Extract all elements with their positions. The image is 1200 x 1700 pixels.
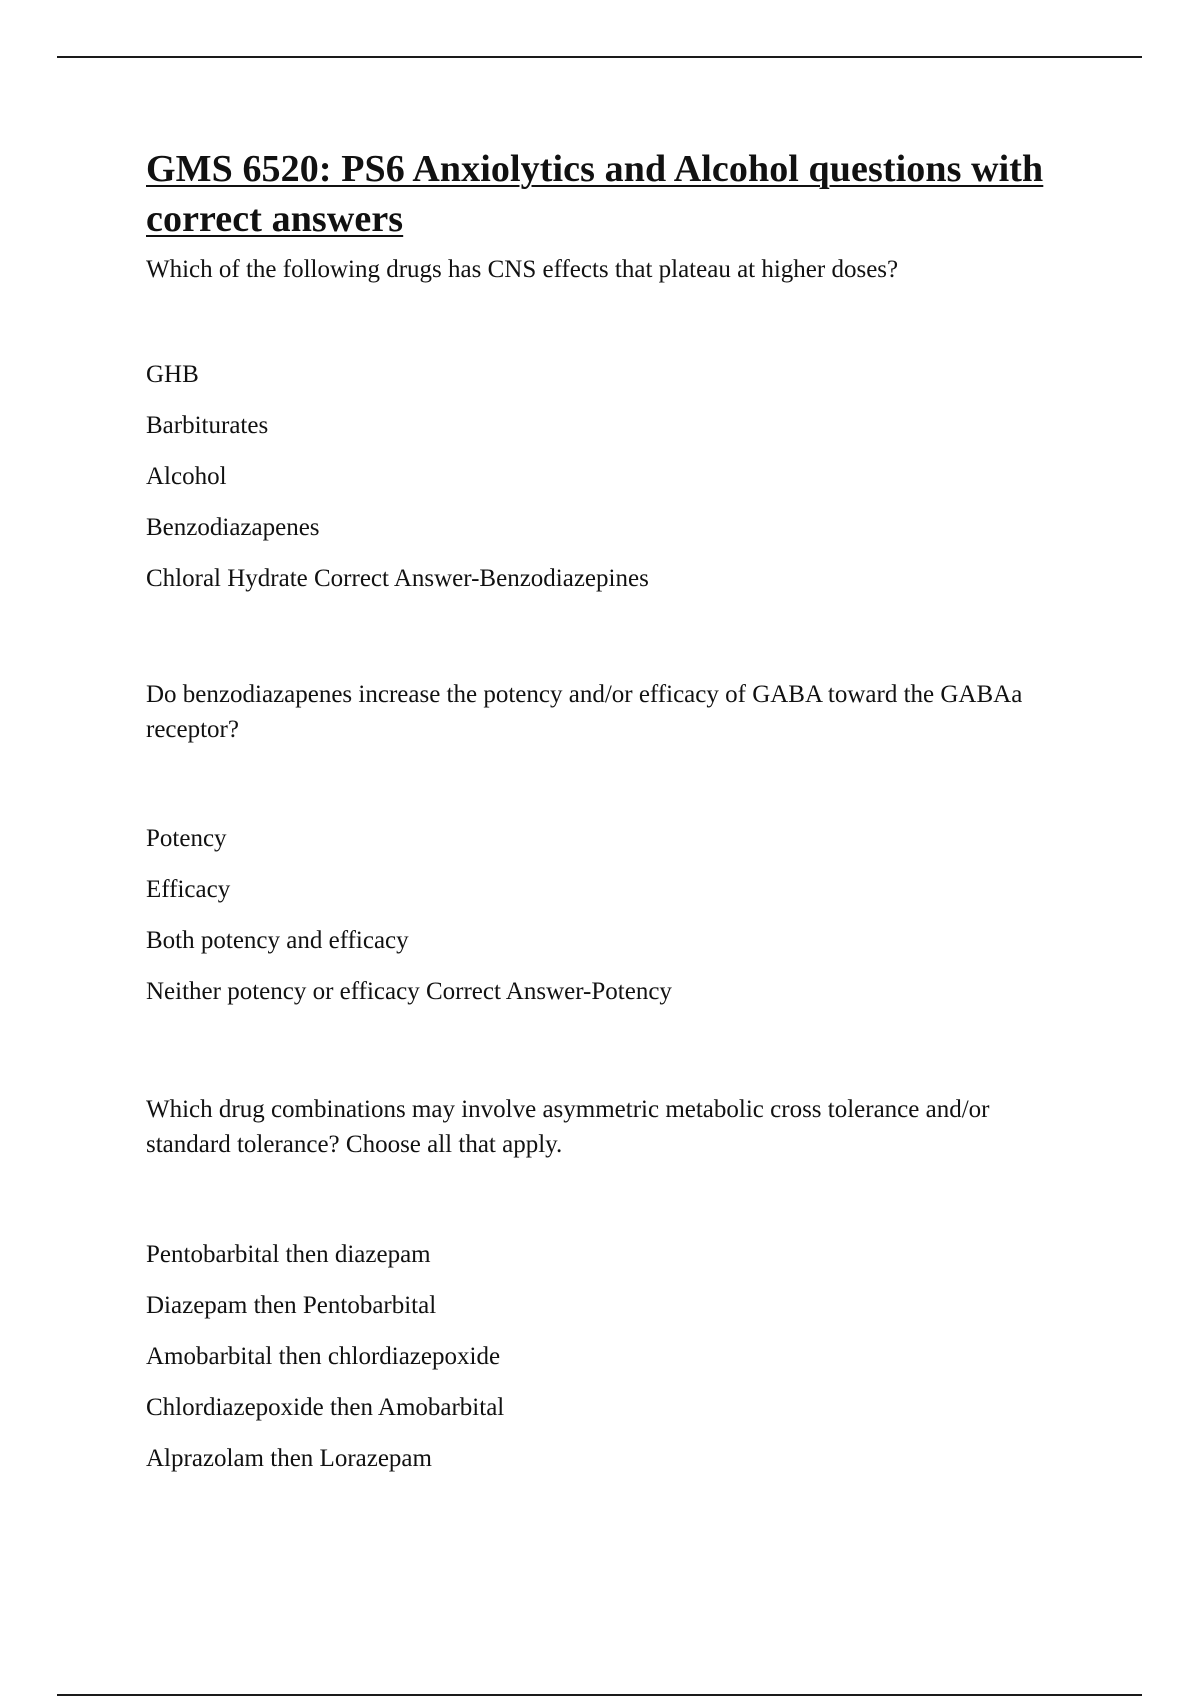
top-rule [57,56,1142,58]
question-1-option: Alcohol [146,463,227,490]
document-body [146,144,1066,1475]
question-2-option: Efficacy [146,876,231,903]
question-1-prompt: Which of the following drugs has CNS effects that plateau at higher doses? [146,256,899,283]
question-2-prompt: Do benzodiazapenes increase the potency and/or efficacy of GABA toward the GABAa receptor? [146,681,1023,743]
question-1-option: Benzodiazapenes [146,514,320,541]
question-2-option-answer: Neither potency or efficacy Correct Answer-Potency [146,978,672,1005]
question-1-option: GHB [146,361,199,388]
question-1-options [146,358,1066,595]
question-3-option: Diazepam then Pentobarbital [146,1292,437,1319]
question-2-option: Potency [146,825,227,852]
question-1-option: Barbiturates [146,412,269,439]
question-2-option: Both potency and efficacy [146,927,409,954]
question-3-prompt: Which drug combinations may involve asymmetric metabolic cross tolerance and/or standard tolerance? Choose all that apply. [146,1096,990,1158]
question-3-option: Alprazolam then Lorazepam [146,1445,432,1472]
question-3-option: Pentobarbital then diazepam [146,1241,431,1268]
document-title: GMS 6520: PS6 Anxiolytics and Alcohol questions with correct answers [146,148,1044,240]
question-3-option: Amobarbital then chlordiazepoxide [146,1343,501,1370]
bottom-rule [57,1694,1142,1696]
question-2-options [146,822,1066,1008]
question-3-option: Chlordiazepoxide then Amobarbital [146,1394,505,1421]
question-1-option-answer: Chloral Hydrate Correct Answer-Benzodiazepines [146,565,649,592]
question-3-options [146,1238,1066,1475]
